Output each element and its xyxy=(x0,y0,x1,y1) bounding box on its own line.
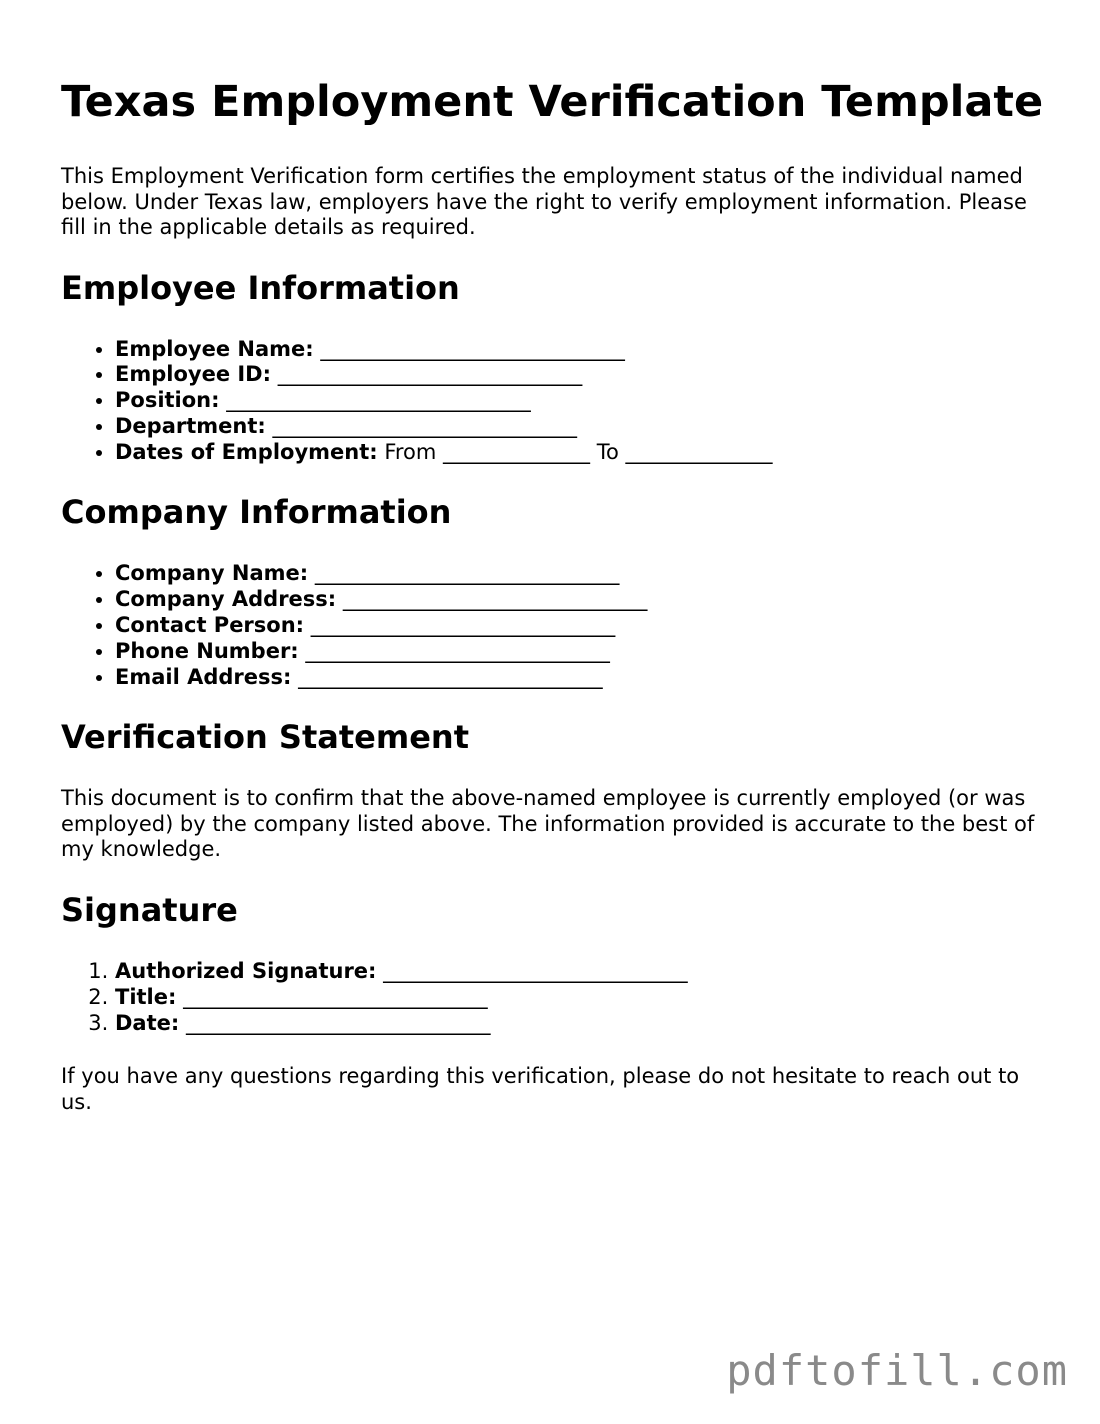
phone-number-field[interactable]: • Phone Number: _____________________________ xyxy=(115,639,1051,665)
title-field[interactable]: 2. Title: _____________________________ xyxy=(115,985,1051,1011)
company-information-list xyxy=(61,561,1051,690)
intro-paragraph: This Employment Verification form certifies the employment status of the individual named below. Under Texas law, employers have the right to verify employment information. Please fill in the applicable details as required. xyxy=(61,164,1027,239)
employee-id-field[interactable]: • Employee ID: _____________________________ xyxy=(115,362,1051,388)
email-address-field[interactable]: • Email Address: _____________________________ xyxy=(115,665,1051,691)
document-page xyxy=(61,76,1051,1115)
watermark: pdftofill.com xyxy=(726,1346,1068,1395)
company-name-field[interactable]: • Company Name: _____________________________ xyxy=(115,561,1051,587)
document-title: Texas Employment Verification Template xyxy=(61,77,1044,127)
verification-statement-text: This document is to confirm that the above-named employee is currently employed (or was employed) by the company listed above. The information provided is accurate to the best of my knowledge. xyxy=(61,786,1035,862)
verification-statement-heading: Verification Statement xyxy=(61,718,469,757)
company-information-heading: Company Information xyxy=(61,493,452,532)
dates-of-employment-field[interactable]: • Dates of Employment: From ______________ To ______________ xyxy=(115,440,1051,466)
employee-information-list xyxy=(61,337,1051,466)
department-field[interactable]: • Department: _____________________________ xyxy=(115,414,1051,440)
employee-name-field[interactable]: • Employee Name: _____________________________ xyxy=(115,337,1051,363)
contact-person-field[interactable]: • Contact Person: _____________________________ xyxy=(115,613,1051,639)
date-field[interactable]: 3. Date: _____________________________ xyxy=(115,1011,1051,1037)
closing-paragraph: If you have any questions regarding this verification, please do not hesitate to reach out to us. xyxy=(61,1064,1020,1114)
signature-list xyxy=(61,959,1051,1036)
employee-information-heading: Employee Information xyxy=(61,268,460,307)
company-address-field[interactable]: • Company Address: _____________________________ xyxy=(115,587,1051,613)
position-field[interactable]: • Position: _____________________________ xyxy=(115,388,1051,414)
signature-heading: Signature xyxy=(61,890,238,929)
authorized-signature-field[interactable]: 1. Authorized Signature: _____________________________ xyxy=(115,959,1051,985)
